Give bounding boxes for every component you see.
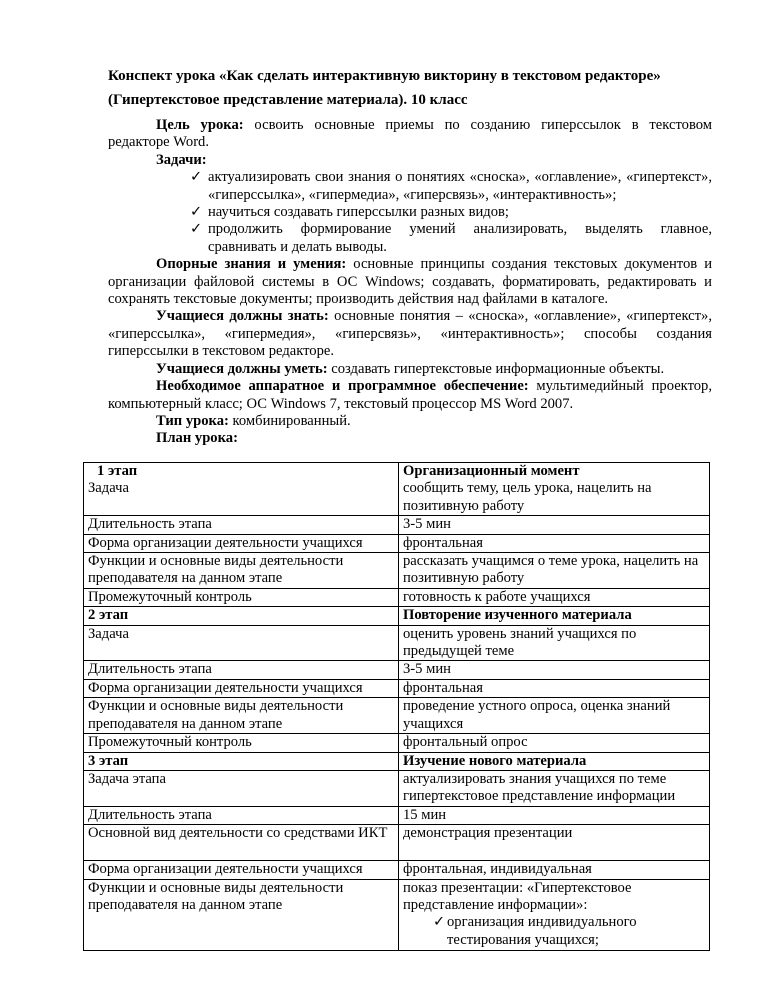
row-value: фронтальный опрос: [399, 734, 710, 752]
table-row: [84, 625, 710, 661]
stage-number: 2 этап: [84, 607, 399, 625]
lesson-type-text: комбинированный.: [228, 412, 351, 429]
task-item: [190, 204, 712, 221]
row-value: сообщить тему, цель урока, нацелить на позитивную работу: [399, 480, 710, 515]
table-row: [84, 734, 710, 752]
knowledge-label: Опорные знания и умения:: [156, 256, 347, 273]
stage-number: 1 этап: [84, 463, 399, 481]
knowledge-text: основные принципы создания текстовых документов и организации файловой системы в ОС Windows; создавать, форматировать, редактировать и сохранять текстовые документы; производить действия над файлами в каталоге.: [108, 256, 712, 308]
task-text: продолжить формирование умений анализировать, выделять главное, сравнивать и делать выводы.: [208, 221, 712, 255]
lesson-plan-table: [83, 462, 710, 951]
check-icon: ✓: [190, 221, 203, 238]
lesson-type-label: Тип урока:: [156, 412, 229, 429]
task-text: актуализировать свои знания о понятиях «сноска», «оглавление», «гипертекст», «гиперссылка», «гипермедиа», «гиперсвязь», «интерактивность»;: [208, 169, 712, 203]
check-icon: ✓: [433, 914, 446, 931]
row-value: актуализировать знания учащихся по теме гипертекстовое представление информации: [399, 770, 710, 806]
table-row: [84, 698, 710, 734]
row-value: фронтальная: [399, 534, 710, 552]
table-row: [84, 463, 710, 481]
row-label: Функции и основные виды деятельности преподавателя на данном этапе: [84, 553, 399, 589]
stage-name: Повторение изученного материала: [399, 607, 710, 625]
row-label: Длительность этапа: [84, 661, 399, 679]
table-row: [84, 825, 710, 861]
row-label: Задача: [84, 480, 399, 515]
cell-check-item: [433, 914, 706, 949]
row-value: 3-5 мин: [399, 661, 710, 679]
check-icon: ✓: [190, 204, 203, 221]
plan-label: План урока:: [156, 430, 238, 447]
stage-name: Организационный момент: [399, 463, 710, 481]
row-label: Длительность этапа: [84, 516, 399, 534]
stage-number: 3 этап: [84, 752, 399, 770]
table-row: [84, 534, 710, 552]
table-row: [84, 607, 710, 625]
row-value: готовность к работе учащихся: [399, 588, 710, 606]
equipment-paragraph: [108, 378, 712, 413]
row-label: Промежуточный контроль: [84, 588, 399, 606]
table-row: [84, 553, 710, 589]
must-know-label: Учащиеся должны знать:: [156, 308, 329, 325]
must-do-paragraph: [108, 361, 712, 378]
must-do-label: Учащиеся должны уметь:: [156, 360, 328, 377]
lesson-type-paragraph: [108, 413, 712, 430]
row-value: оценить уровень знаний учащихся по предыдущей теме: [399, 625, 710, 661]
goal-label: Цель урока:: [156, 117, 244, 133]
table-row: [84, 661, 710, 679]
must-know-paragraph: [108, 308, 712, 360]
task-item: [190, 221, 712, 256]
row-value: демонстрация презентации: [399, 825, 710, 861]
row-label: Основной вид деятельности со средствами ИКТ: [84, 825, 399, 861]
task-item: [190, 169, 712, 204]
table-row: [84, 879, 710, 950]
table-row: [84, 588, 710, 606]
row-label: Длительность этапа: [84, 806, 399, 824]
table-row: [84, 806, 710, 824]
row-label: Форма организации деятельности учащихся: [84, 679, 399, 697]
row-value: 15 мин: [399, 806, 710, 824]
row-value: 3-5 мин: [399, 516, 710, 534]
table-row: [84, 752, 710, 770]
goal-text: освоить основные приемы по созданию гиперссылок в текстовом редакторе Word.: [108, 117, 712, 151]
cell-check-text: организация индивидуального тестирования учащихся;: [447, 914, 637, 948]
must-do-text: создавать гипертекстовые информационные объекты.: [327, 360, 665, 377]
row-label: Промежуточный контроль: [84, 734, 399, 752]
task-text: научиться создавать гиперссылки разных видов;: [208, 204, 509, 221]
tasks-list: [108, 169, 712, 256]
row-value: [399, 879, 710, 950]
row-label: Функции и основные виды деятельности преподавателя на данном этапе: [84, 879, 399, 950]
row-label: Задача этапа: [84, 770, 399, 806]
table-row: [84, 516, 710, 534]
row-value: фронтальная, индивидуальная: [399, 861, 710, 879]
row-label: Форма организации деятельности учащихся: [84, 534, 399, 552]
table-row: [84, 679, 710, 697]
table-row: [84, 770, 710, 806]
table-row: [84, 861, 710, 879]
goal-paragraph: [108, 117, 712, 152]
row-value: рассказать учащимся о теме урока, нацелить на позитивную работу: [399, 553, 710, 589]
stage-name: Изучение нового материала: [399, 752, 710, 770]
row-label: Задача: [84, 625, 399, 661]
knowledge-paragraph: [108, 256, 712, 308]
row-value-text: показ презентации: «Гипертекстовое представление информации»:: [403, 879, 632, 913]
row-label: Форма организации деятельности учащихся: [84, 861, 399, 879]
document-title: [108, 64, 708, 112]
document-body: [108, 117, 712, 448]
row-label: Функции и основные виды деятельности преподавателя на данном этапе: [84, 698, 399, 734]
cell-check-list: [403, 914, 706, 949]
title-line-1: Конспект урока «Как сделать интерактивную викторину в текстовом редакторе»: [108, 68, 661, 84]
equipment-text: мультимедийный проектор, компьютерный класс; ОС Windows 7, текстовый процессор MS Word 2007.: [108, 378, 712, 412]
title-line-2: (Гипертекстовое представление материала). 10 класс: [108, 92, 468, 108]
table-row: [84, 480, 710, 515]
equipment-label: Необходимое аппаратное и программное обеспечение:: [156, 378, 529, 395]
row-value: фронтальная: [399, 679, 710, 697]
tasks-label: Задачи:: [156, 151, 207, 168]
must-know-text: основные понятия – «сноска», «оглавление», «гипертекст», «гиперссылка», «гипермедия», «гиперсвязь», «интерактивность»; способы создания гиперссылки в текстовом редакторе.: [108, 308, 712, 360]
check-icon: ✓: [190, 169, 203, 186]
row-value: проведение устного опроса, оценка знаний учащихся: [399, 698, 710, 734]
